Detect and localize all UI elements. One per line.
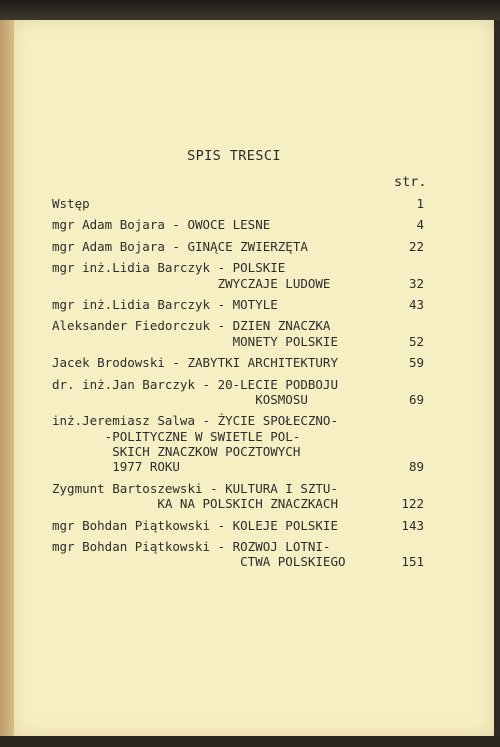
toc-entry-text-line: 1977 ROKU [52, 459, 180, 475]
toc-entry-text-line: CTWA POLSKIEGO [52, 554, 346, 570]
toc-entry [52, 318, 424, 349]
page-column-label: str. [394, 174, 427, 190]
toc-entry [52, 297, 424, 312]
background-frame-top [0, 0, 500, 20]
background-frame-bottom [0, 736, 500, 747]
toc-entry-text-line: mgr Adam Bojara - GINĄCE ZWIERZĘTA [52, 238, 308, 254]
toc-entry-text-line: mgr Adam Bojara - OWOCE LESNE [52, 217, 271, 233]
toc-entry [52, 260, 424, 291]
toc-entry-text-line: mgr inż.Lidia Barczyk - MOTYLE [52, 296, 278, 312]
toc-entry [52, 413, 424, 475]
toc-entry-text-line: Wstęp [52, 196, 90, 211]
toc-entry-page-number: 52 [408, 333, 424, 349]
toc-entry-text-line: mgr Bohdan Piątkowski - KOLEJE POLSKIE [52, 517, 338, 533]
toc-entry-text-line: SKICH ZNACZKOW POCZTOWYCH [52, 444, 301, 460]
toc-entry [52, 539, 424, 570]
background-frame-right [494, 20, 500, 736]
toc-entry [52, 217, 424, 232]
toc-entry [52, 196, 424, 211]
toc-entry-text-line: KOSMOSU [52, 391, 308, 407]
toc-entry-text-line: Zygmunt Bartoszewski - KULTURA I SZTU- [52, 480, 338, 496]
toc-entry [52, 355, 424, 370]
toc-entry-page-number: 59 [408, 355, 424, 371]
toc-entry-text-line: Aleksander Fiedorczuk - DZIEN ZNACZKA [52, 318, 331, 334]
toc-entry-text-line: mgr inż.Lidia Barczyk - POLSKIE [52, 260, 286, 276]
toc-entry-page-number: 122 [401, 496, 424, 512]
toc-entry-text-line: dr. inż.Jan Barczyk - 20-LECIE PODBOJU [52, 376, 338, 392]
toc-entry-text-line: -POLITYCZNE W SWIETLE POL- [52, 428, 301, 444]
toc-list [52, 196, 424, 576]
toc-entry-text-line: mgr Bohdan Piątkowski - ROZWOJ LOTNI- [52, 539, 331, 555]
toc-entry-page-number: 69 [408, 391, 424, 407]
toc-entry [52, 377, 424, 408]
toc-entry-text-line: inż.Jeremiasz Salwa - ŻYCIE SPOŁECZNO- [52, 413, 338, 429]
toc-entry-page-number: 22 [408, 238, 424, 254]
toc-entry-text-line: KA NA POLSKICH ZNACZKACH [52, 496, 338, 512]
document-page [14, 20, 494, 736]
toc-entry-page-number: 43 [408, 296, 424, 312]
toc-entry-text-line: MONETY POLSKIE [52, 333, 338, 349]
toc-entry-page-number: 143 [401, 517, 424, 533]
adjacent-page-edge [0, 20, 14, 736]
toc-title: SPIS TRESCI [187, 148, 281, 164]
toc-entry-page-number: 1 [416, 195, 424, 211]
toc-entry [52, 481, 424, 512]
toc-entry-page-number: 151 [401, 554, 424, 570]
toc-entry-page-number: 89 [408, 459, 424, 475]
toc-entry-page-number: 32 [408, 275, 424, 291]
toc-entry-text-line: Jacek Brodowski - ZABYTKI ARCHITEKTURY [52, 355, 338, 371]
toc-entry [52, 518, 424, 533]
toc-entry-text-line: ZWYCZAJE LUDOWE [52, 275, 331, 291]
toc-entry [52, 239, 424, 254]
toc-entry-page-number: 4 [416, 217, 424, 233]
